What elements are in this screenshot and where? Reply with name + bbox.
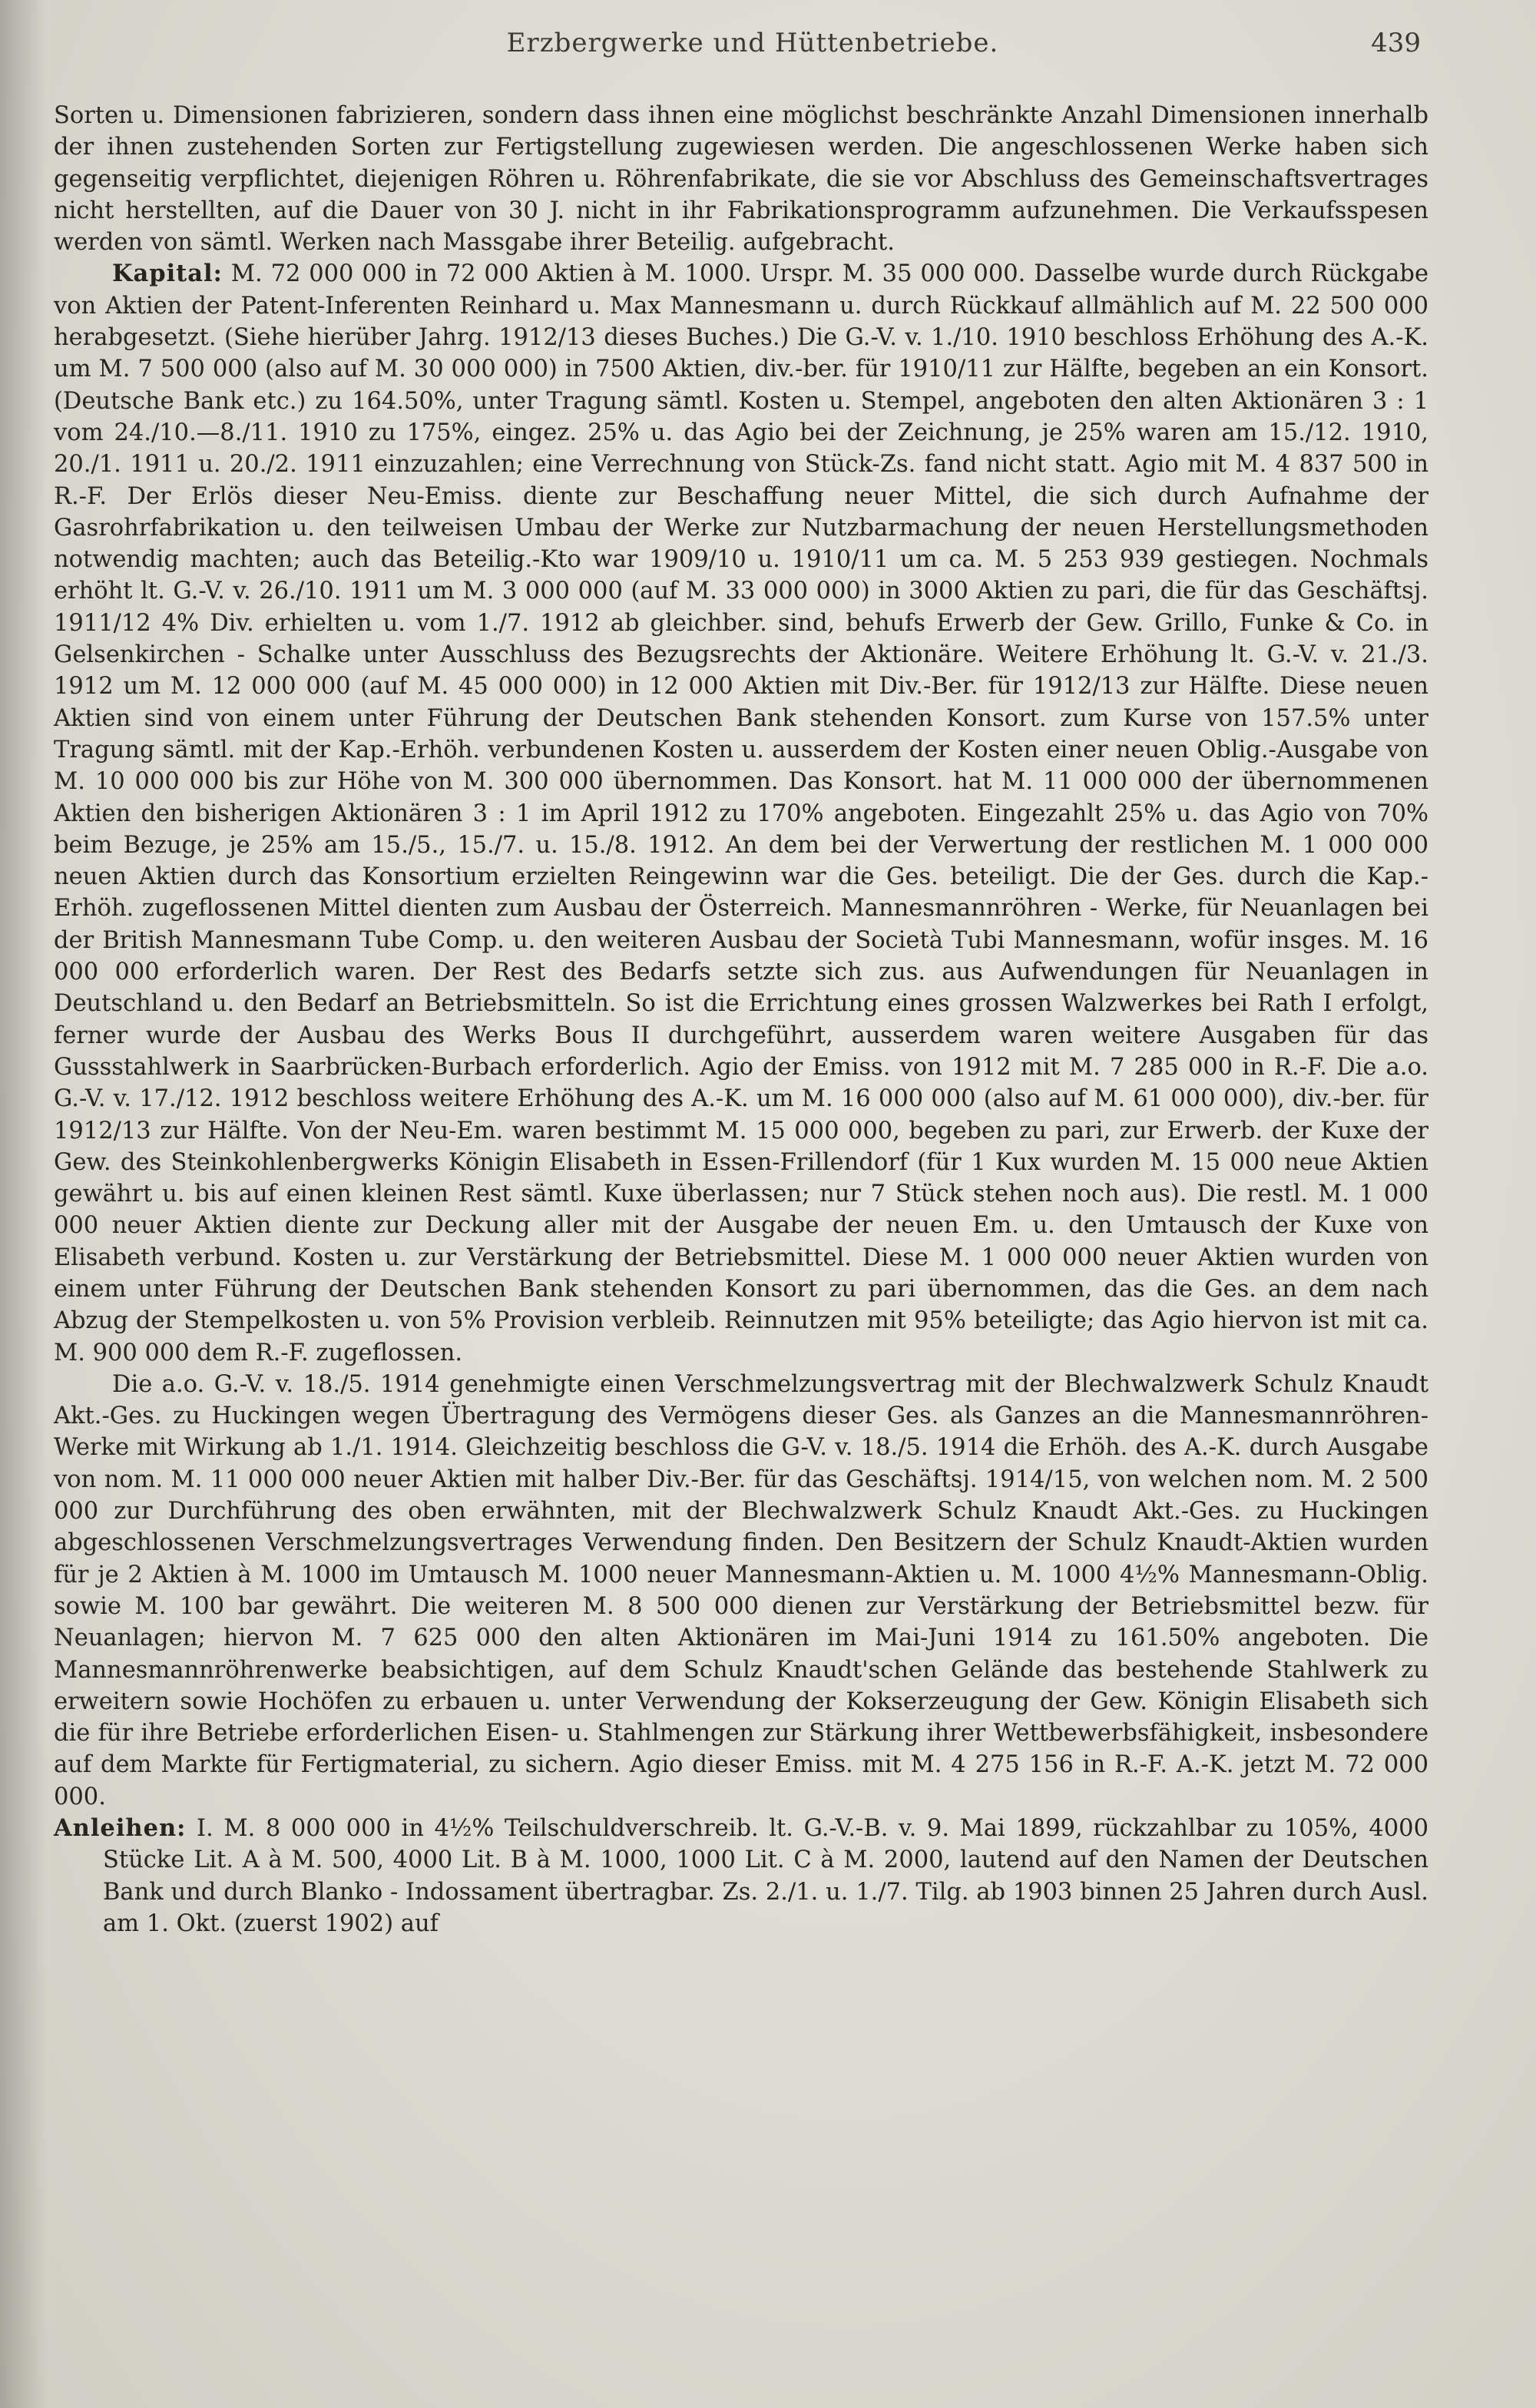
gutter-shadow: [0, 0, 46, 2408]
paragraph-anleihen: [54, 1813, 1428, 1939]
kapital-text: M. 72 000 000 in 72 000 Aktien à M. 1000. Urspr. M. 35 000 000. Dasselbe wurde durch Rückgabe von Aktien der Patent-Inferenten Reinhard u. Max Mannesmann u. durch Rückkauf allmählich auf M. 22 500 000 herabgesetzt. (Siehe hierüber Jahrg. 1912/13 dieses Buches.) Die G.-V. v. 1./10. 1910 beschloss Erhöhung des A.-K. um M. 7 500 000 (also auf M. 30 000 000) in 7500 Aktien, div.-ber. für 1910/11 zur Hälfte, begeben an ein Konsort. (Deutsche Bank etc.) zu 164.50%, unter Tragung sämtl. Kosten u. Stempel, angeboten den alten Aktionären 3 : 1 vom 24./10.—8./11. 1910 zu 175%, eingez. 25% u. das Agio bei der Zeichnung, je 25% waren am 15./12. 1910, 20./1. 1911 u. 20./2. 1911 einzuzahlen; eine Verrechnung von Stück-Zs. fand nicht statt. Agio mit M. 4 837 500 in R.-F. Der Erlös dieser Neu-Emiss. diente zur Beschaffung neuer Mittel, die sich durch Aufnahme der Gasrohrfabrikation u. den teilweisen Umbau der Werke zur Nutzbarmachung der neuen Herstellungsmethoden notwendig machten; auch das Beteilig.-Kto war 1909/10 u. 1910/11 um ca. M. 5 253 939 gestiegen. Nochmals erhöht lt. G.-V. v. 26./10. 1911 um M. 3 000 000 (auf M. 33 000 000) in 3000 Aktien zu pari, die für das Geschäftsj. 1911/12 4% Div. erhielten u. vom 1./7. 1912 ab gleichber. sind, behufs Erwerb der Gew. Grillo, Funke & Co. in Gelsenkirchen - Schalke unter Ausschluss des Bezugsrechts der Aktionäre. Weitere Erhöhung lt. G.-V. v. 21./3. 1912 um M. 12 000 000 (auf M. 45 000 000) in 12 000 Aktien mit Div.-Ber. für 1912/13 zur Hälfte. Diese neuen Aktien sind von einem unter Führung der Deutschen Bank stehenden Konsort. zum Kurse von 157.5% unter Tragung sämtl. mit der Kap.-Erhöh. verbundenen Kosten u. ausserdem der Kosten einer neuen Oblig.-Ausgabe von M. 10 000 000 bis zur Höhe von M. 300 000 übernommen. Das Konsort. hat M. 11 000 000 der übernommenen Aktien den bisherigen Aktionären 3 : 1 im April 1912 zu 170% angeboten. Eingezahlt 25% u. das Agio von 70% beim Bezuge, je 25% am 15./5., 15./7. u. 15./8. 1912. An dem bei der Verwertung der restlichen M. 1 000 000 neuen Aktien durch das Konsortium erzielten Reingewinn war die Ges. beteiligt. Die der Ges. durch die Kap.-Erhöh. zugeflossenen Mittel dienten zum Ausbau der Österreich. Mannesmannröhren - Werke, für Neuanlagen bei der British Mannesmann Tube Comp. u. den weiteren Ausbau der Società Tubi Mannesmann, wofür insges. M. 16 000 000 erforderlich waren. Der Rest des Bedarfs setzte sich zus. aus Aufwendungen für Neuanlagen in Deutschland u. den Bedarf an Betriebsmitteln. So ist die Errichtung eines grossen Walzwerkes bei Rath I erfolgt, ferner wurde der Ausbau des Werks Bous II durchgeführt, ausserdem waren weitere Ausgaben für das Gussstahlwerk in Saarbrücken-Burbach erforderlich. Agio der Emiss. von 1912 mit M. 7 285 000 in R.-F. Die a.o. G.-V. v. 17./12. 1912 beschloss weitere Erhöhung des A.-K. um M. 16 000 000 (also auf M. 61 000 000), div.-ber. für 1912/13 zur Hälfte. Von der Neu-Em. waren bestimmt M. 15 000 000, begeben zu pari, zur Erwerb. der Kuxe der Gew. des Steinkohlenbergwerks Königin Elisabeth in Essen-Frillendorf (für 1 Kux wurden M. 15 000 neue Aktien gewährt u. bis auf einen kleinen Rest sämtl. Kuxe überlassen; nur 7 Stück stehen noch aus). Die restl. M. 1 000 000 neuer Aktien diente zur Deckung aller mit der Ausgabe der neuen Em. u. den Umtausch der Kuxe von Elisabeth verbund. Kosten u. zur Verstärkung der Betriebsmittel. Diese M. 1 000 000 neuer Aktien wurden von einem unter Führung der Deutschen Bank stehenden Konsort zu pari übernommen, das die Ges. an dem nach Abzug der Stempelkosten u. von 5% Provision verbleib. Reinnutzen mit 95% beteiligte; das Agio hiervon ist mit ca. M. 900 000 dem R.-F. zugeflossen.: [54, 260, 1428, 1366]
running-head: [61, 28, 1444, 74]
anleihen-text: I. M. 8 000 000 in 4½% Teilschuldverschreib. lt. G.-V.-B. v. 9. Mai 1899, rückzahlbar zu 105%, 4000 Stücke Lit. A à M. 500, 4000 Lit. B à M. 1000, 1000 Lit. C à M. 2000, lautend auf den Namen der Deutschen Bank und durch Blanko - Indossament übertragbar. Zs. 2./1. u. 1./7. Tilg. ab 1903 binnen 25 Jahren durch Ausl. am 1. Okt. (zuerst 1902) auf: [103, 1815, 1428, 1937]
running-title: Erzbergwerke und Hüttenbetriebe.: [506, 28, 999, 58]
paragraph-verschmelzung: Die a.o. G.-V. v. 18./5. 1914 genehmigte einen Verschmelzungsvertrag mit der Blechwalzwerk Schulz Knaudt Akt.-Ges. zu Huckingen wegen Übertragung des Vermögens dieser Ges. als Ganzes an die Mannesmannröhren-Werke mit Wirkung ab 1./1. 1914. Gleichzeitig beschloss die G-V. v. 18./5. 1914 die Erhöh. des A.-K. durch Ausgabe von nom. M. 11 000 000 neuer Aktien mit halber Div.-Ber. für das Geschäftsj. 1914/15, von welchen nom. M. 2 500 000 zur Durchführung des oben erwähnten, mit der Blechwalzwerk Schulz Knaudt Akt.-Ges. zu Huckingen abgeschlossenen Verschmelzungsvertrages Verwendung finden. Den Besitzern der Schulz Knaudt-Aktien wurden für je 2 Aktien à M. 1000 im Umtausch M. 1000 neuer Mannesmann-Aktien u. M. 1000 4½% Mannesmann-Oblig. sowie M. 100 bar gewährt. Die weiteren M. 8 500 000 dienen zur Verstärkung der Betriebsmittel bezw. für Neuanlagen; hiervon M. 7 625 000 den alten Aktionären im Mai-Juni 1914 zu 161.50% angeboten. Die Mannesmannröhrenwerke beabsichtigen, auf dem Schulz Knaudt'schen Gelände das bestehende Stahlwerk zu erweitern sowie Hochöfen zu erbauen u. unter Verwendung der Kokserzeugung der Gew. Königin Elisabeth sich die für ihre Betriebe erforderlichen Eisen- u. Stahlmengen zur Stärkung ihrer Wettbewerbsfähigkeit, insbesondere auf dem Markte für Fertigmaterial, zu sichern. Agio dieser Emiss. mit M. 4 275 156 in R.-F. A.-K. jetzt M. 72 000 000.: [54, 1370, 1428, 1810]
paragraph-continuation: Sorten u. Dimensionen fabrizieren, sondern dass ihnen eine möglichst beschränkte Anzahl Dimensionen innerhalb der ihnen zustehenden Sorten zur Fertigstellung zugewiesen werden. Die angeschlossenen Werke haben sich gegenseitig verpflichtet, diejenigen Röhren u. Röhrenfabrikate, die sie vor Abschluss des Gemeinschaftsvertrages nicht herstellten, auf die Dauer von 30 J. nicht in ihr Fabrikationsprogramm aufzunehmen. Die Verkaufsspesen werden von sämtl. Werken nach Massgabe ihrer Beteilig. aufgebracht.: [54, 102, 1428, 257]
body-text: [54, 100, 1428, 1939]
paragraph-kapital: [54, 258, 1428, 1368]
anleihen-label: Anleihen:: [54, 1814, 187, 1843]
kapital-label: Kapital:: [112, 260, 223, 288]
page-number: 439: [1371, 28, 1421, 58]
